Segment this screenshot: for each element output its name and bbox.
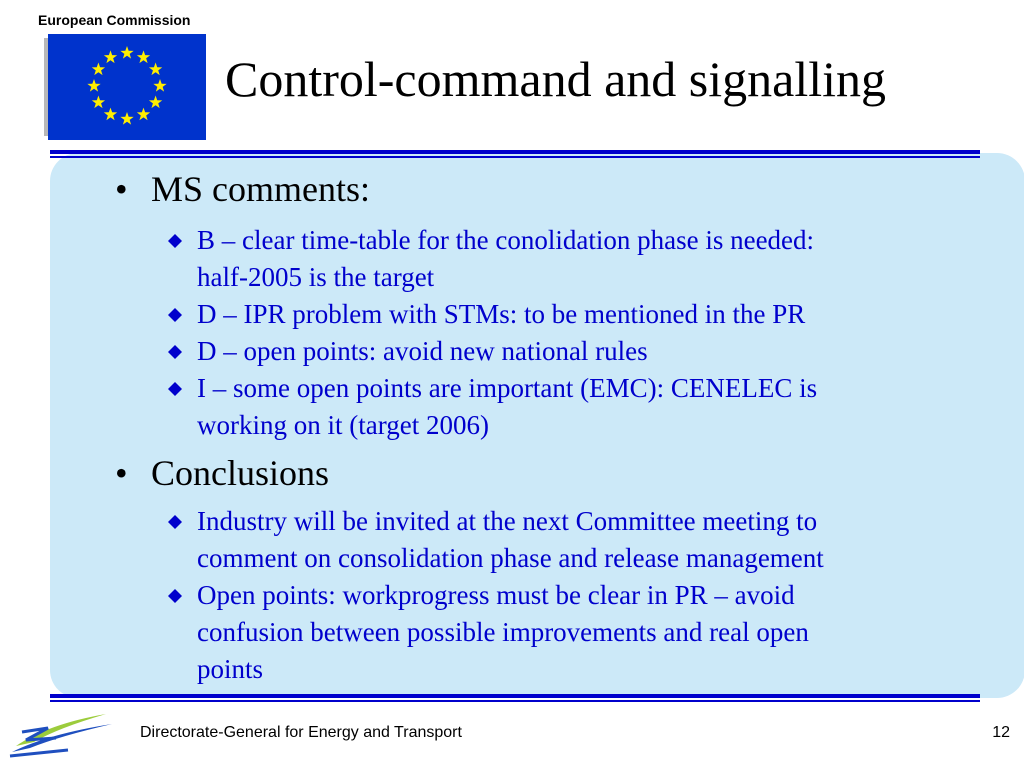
bottom-rule-thin — [50, 700, 980, 702]
eu-star-icon — [153, 79, 166, 92]
sub-bullet-line: D – IPR problem with STMs: to be mentioned in the PR — [197, 299, 806, 329]
eu-star-icon — [92, 96, 105, 109]
top-rule-thin — [50, 156, 980, 158]
diamond-bullet-icon — [168, 515, 182, 529]
eu-star-icon — [137, 50, 150, 63]
diamond-bullet-icon — [168, 345, 182, 359]
eu-star-icon — [92, 63, 105, 76]
eu-star-icon — [104, 50, 117, 63]
diamond-bullet-icon — [168, 308, 182, 322]
section-heading — [115, 168, 370, 210]
eu-star-icon — [87, 79, 100, 92]
sub-bullet-line: D – open points: avoid new national rules — [197, 336, 648, 366]
page-number: 12 — [992, 724, 1010, 741]
section-heading-text: MS comments: — [151, 169, 371, 209]
sub-bullet-line: Industry will be invited at the next Committee meeting to — [197, 506, 818, 536]
bottom-rule — [50, 694, 980, 698]
eu-star-icon — [149, 96, 162, 109]
eu-star-icon — [120, 46, 133, 59]
top-rule — [50, 150, 980, 154]
eu-star-icon — [149, 63, 162, 76]
dg-tren-logo-icon — [8, 712, 118, 758]
bullet-dot-icon: • — [115, 169, 128, 209]
eu-stars-icon — [48, 34, 206, 140]
diamond-bullet-icon — [168, 589, 182, 603]
section-heading — [115, 452, 329, 494]
bullet-dot-icon: • — [115, 453, 128, 493]
slide-title: Control-command and signalling — [225, 51, 887, 107]
eu-star-icon — [120, 112, 133, 125]
diamond-bullet-icon — [168, 234, 182, 248]
sub-bullet-line: I – some open points are important (EMC): CENELEC is — [197, 373, 818, 403]
eu-star-icon — [104, 108, 117, 121]
sub-bullet-line: half-2005 is the target — [197, 262, 435, 292]
sub-bullet-line: working on it (target 2006) — [197, 410, 489, 440]
organization-label: European Commission — [38, 12, 191, 28]
section-heading-text: Conclusions — [151, 453, 330, 493]
sub-bullet-line: points — [197, 654, 264, 684]
footer-directorate: Directorate-General for Energy and Transport — [140, 724, 462, 741]
eu-flag — [48, 34, 206, 140]
diamond-bullet-icon — [168, 382, 182, 396]
sub-bullet-line: B – clear time-table for the conolidation phase is needed: — [197, 225, 815, 255]
sub-bullet-line: comment on consolidation phase and release management — [197, 543, 824, 573]
sub-bullet-line: Open points: workprogress must be clear in PR – avoid — [197, 580, 795, 610]
sub-bullet-line: confusion between possible improvements and real open — [197, 617, 809, 647]
eu-star-icon — [137, 108, 150, 121]
